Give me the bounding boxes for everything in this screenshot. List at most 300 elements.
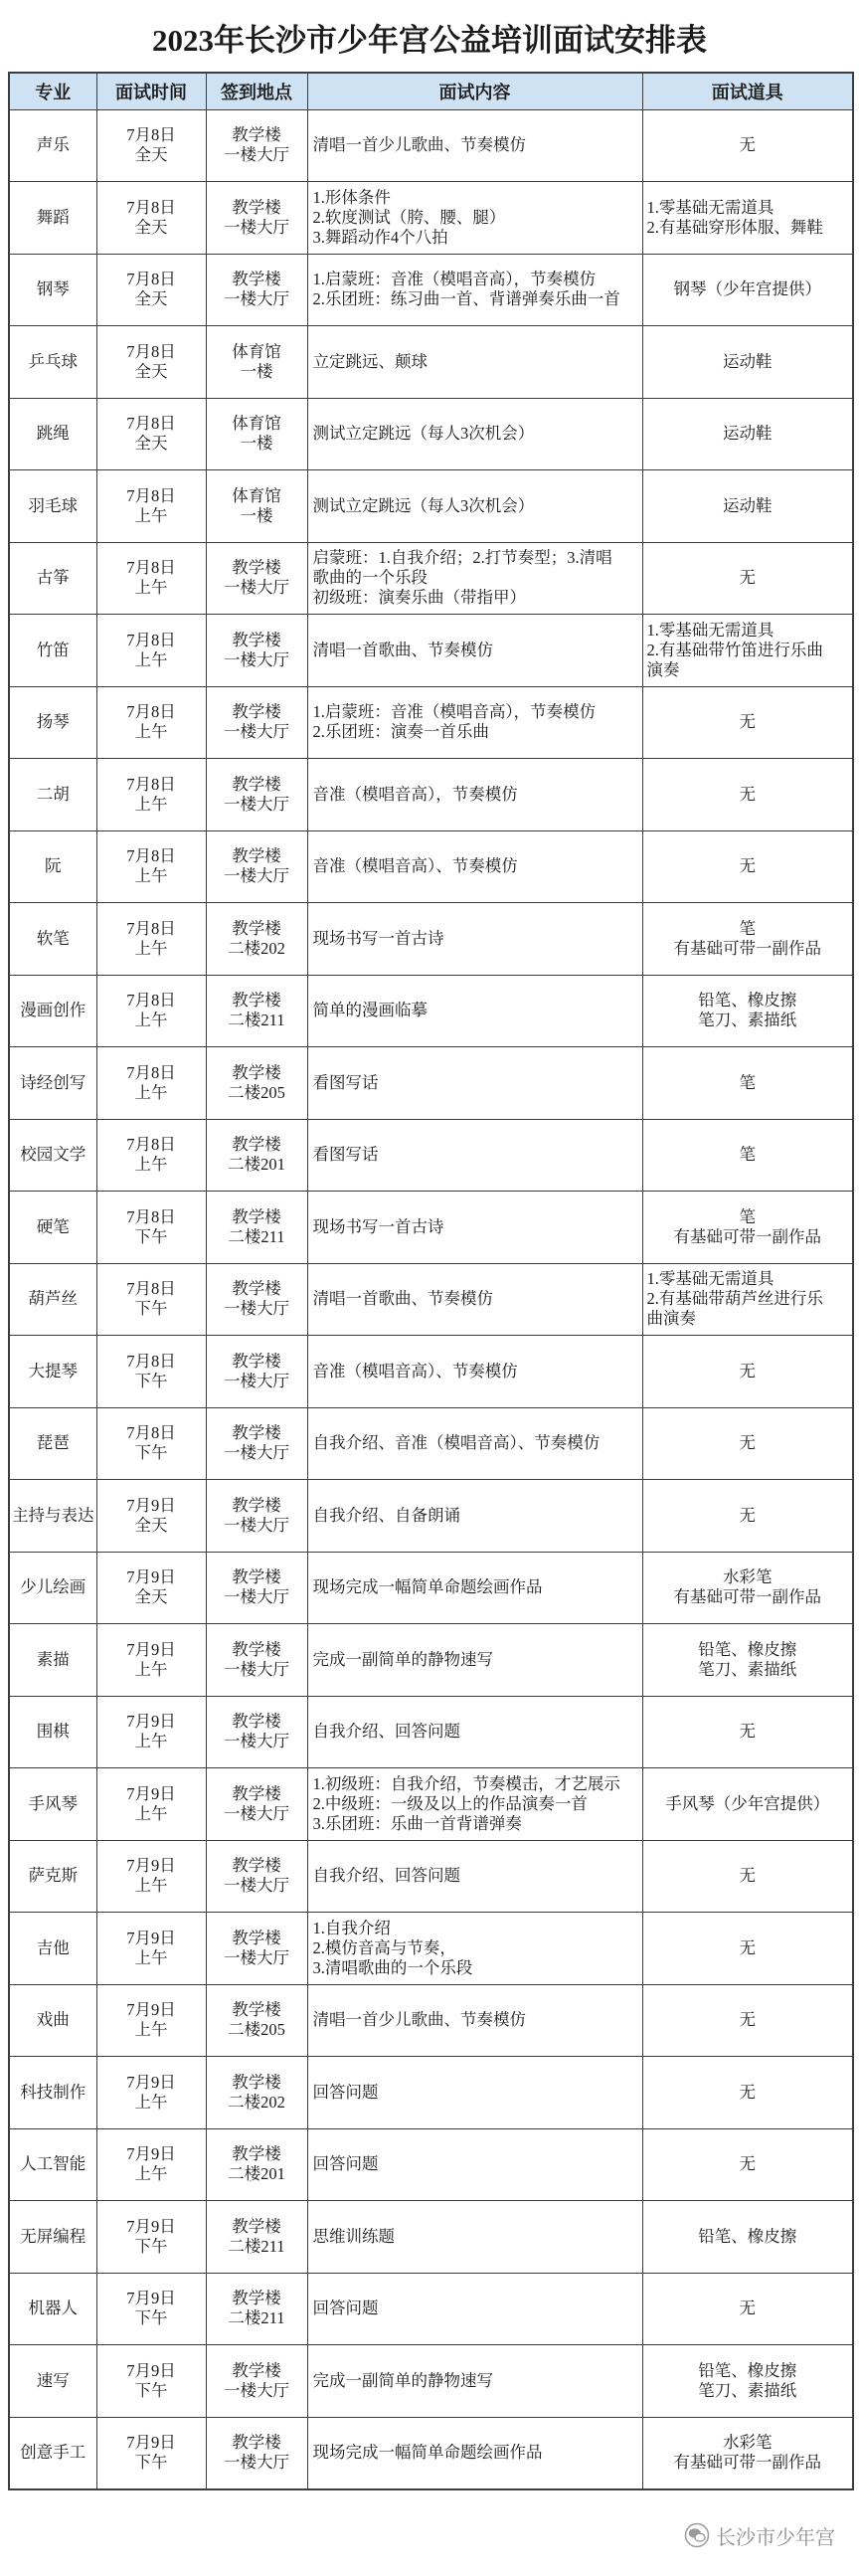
interview-period: 上午 bbox=[134, 794, 168, 814]
time-cell bbox=[96, 2057, 206, 2129]
interview-date: 7月8日 bbox=[126, 270, 176, 289]
content-cell bbox=[307, 2128, 642, 2201]
interview-period: 上午 bbox=[134, 2092, 168, 2112]
content-cell bbox=[307, 1696, 642, 1768]
location-room: 一楼大厅 bbox=[224, 794, 289, 814]
major-cell bbox=[9, 1624, 96, 1697]
content-line: 启蒙班：1.自我介绍；2.打节奏型；3.清唱 bbox=[312, 548, 612, 568]
time-cell bbox=[96, 2417, 206, 2489]
time-cell bbox=[96, 182, 206, 255]
location-cell bbox=[206, 1336, 307, 1408]
table-row bbox=[9, 1480, 853, 1553]
tool-line: 无 bbox=[739, 135, 756, 155]
major-cell bbox=[9, 615, 96, 687]
major-cell bbox=[9, 470, 96, 543]
major-cell bbox=[9, 2128, 96, 2201]
interview-period: 上午 bbox=[134, 2164, 168, 2184]
table-row bbox=[9, 1696, 853, 1768]
time-cell bbox=[96, 254, 206, 326]
tools-cell bbox=[642, 1480, 853, 1553]
interview-date: 7月9日 bbox=[126, 2072, 176, 2092]
location-room: 二楼205 bbox=[228, 2020, 285, 2040]
tool-line: 无 bbox=[739, 1937, 756, 1957]
table-row bbox=[9, 2273, 853, 2345]
interview-period: 下午 bbox=[134, 1371, 168, 1390]
location-room: 一楼大厅 bbox=[224, 1659, 289, 1679]
interview-period: 全天 bbox=[134, 289, 168, 309]
interview-date: 7月9日 bbox=[126, 2000, 176, 2020]
location-room: 二楼202 bbox=[228, 938, 285, 958]
major-label: 硬笔 bbox=[36, 1216, 70, 1236]
interview-period: 下午 bbox=[134, 1443, 168, 1463]
location-room: 二楼211 bbox=[228, 1011, 285, 1030]
content-line: 1.启蒙班：音准（模唱音高），节奏模仿 bbox=[312, 270, 597, 289]
location-room: 一楼大厅 bbox=[224, 866, 289, 886]
content-cell bbox=[307, 109, 642, 182]
location-cell bbox=[206, 2417, 307, 2489]
table-row bbox=[9, 975, 853, 1047]
major-label: 人工智能 bbox=[20, 2154, 86, 2174]
interview-period: 全天 bbox=[134, 1587, 168, 1607]
content-cell bbox=[307, 830, 642, 903]
table-row bbox=[9, 182, 853, 255]
tools-cell bbox=[642, 470, 853, 543]
interview-period: 上午 bbox=[134, 505, 168, 525]
location-cell bbox=[206, 254, 307, 326]
tool-line: 铅笔、橡皮擦 bbox=[698, 991, 797, 1011]
tool-line: 笔刀、素描纸 bbox=[698, 2380, 797, 2400]
content-cell bbox=[307, 1624, 642, 1697]
content-cell bbox=[307, 398, 642, 470]
tools-cell bbox=[642, 759, 853, 831]
column-header-major: 专业 bbox=[9, 73, 96, 109]
location-room: 一楼 bbox=[240, 505, 273, 525]
table-row bbox=[9, 615, 853, 687]
location-building: 教学楼 bbox=[232, 774, 281, 794]
location-building: 教学楼 bbox=[232, 1639, 281, 1659]
major-label: 古筝 bbox=[36, 568, 70, 588]
location-building: 教学楼 bbox=[232, 1712, 281, 1732]
major-cell bbox=[9, 1840, 96, 1913]
table-row bbox=[9, 1047, 853, 1120]
table-row bbox=[9, 1913, 853, 1985]
interview-date: 7月8日 bbox=[126, 774, 176, 794]
location-cell bbox=[206, 759, 307, 831]
time-cell bbox=[96, 1552, 206, 1624]
major-cell bbox=[9, 2273, 96, 2345]
content-line: 回答问题 bbox=[312, 2154, 379, 2174]
table-row bbox=[9, 2057, 853, 2129]
location-building: 教学楼 bbox=[232, 2360, 281, 2380]
content-cell bbox=[307, 1768, 642, 1841]
major-label: 大提琴 bbox=[28, 1361, 78, 1380]
tool-line: 钢琴（少年宫提供） bbox=[673, 279, 821, 299]
location-cell bbox=[206, 1913, 307, 1985]
table-row bbox=[9, 1768, 853, 1841]
time-cell bbox=[96, 109, 206, 182]
interview-date: 7月9日 bbox=[126, 2289, 176, 2308]
tools-cell bbox=[642, 2273, 853, 2345]
tools-cell bbox=[642, 1407, 853, 1480]
tool-line: 笔刀、素描纸 bbox=[698, 1011, 797, 1030]
interview-date: 7月8日 bbox=[126, 341, 176, 361]
location-room: 一楼大厅 bbox=[224, 289, 289, 309]
tools-cell bbox=[642, 1552, 853, 1624]
content-line: 2.乐团班：演奏一首乐曲 bbox=[312, 722, 489, 742]
major-cell bbox=[9, 1552, 96, 1624]
content-line: 清唱一首少儿歌曲、节奏模仿 bbox=[312, 2010, 526, 2030]
major-cell bbox=[9, 903, 96, 976]
interview-date: 7月8日 bbox=[126, 918, 176, 938]
time-cell bbox=[96, 1840, 206, 1913]
location-cell bbox=[206, 686, 307, 759]
content-line: 完成一副简单的静物速写 bbox=[312, 2370, 493, 2390]
location-building: 教学楼 bbox=[232, 630, 281, 649]
interview-date: 7月8日 bbox=[126, 558, 176, 578]
table-row bbox=[9, 2128, 853, 2201]
major-label: 阮 bbox=[45, 856, 62, 876]
content-cell bbox=[307, 1552, 642, 1624]
content-line: 3.清唱歌曲的一个乐段 bbox=[312, 1957, 473, 1977]
interview-date: 7月8日 bbox=[126, 125, 176, 145]
location-room: 一楼大厅 bbox=[224, 1587, 289, 1607]
major-label: 漫画创作 bbox=[20, 1001, 86, 1020]
interview-date: 7月8日 bbox=[126, 197, 176, 217]
major-label: 琵琶 bbox=[36, 1433, 70, 1453]
location-cell bbox=[206, 542, 307, 615]
tools-cell bbox=[642, 830, 853, 903]
content-cell bbox=[307, 615, 642, 687]
major-label: 乒乓球 bbox=[28, 351, 78, 371]
interview-period: 上午 bbox=[134, 722, 168, 742]
tool-line: 2.有基础穿形体服、舞鞋 bbox=[646, 217, 823, 237]
location-cell bbox=[206, 1552, 307, 1624]
interview-date: 7月8日 bbox=[126, 630, 176, 649]
tool-line: 无 bbox=[739, 1433, 756, 1453]
interview-period: 全天 bbox=[134, 1515, 168, 1535]
location-building: 教学楼 bbox=[232, 558, 281, 578]
location-building: 教学楼 bbox=[232, 1062, 281, 1082]
content-cell bbox=[307, 470, 642, 543]
location-room: 一楼大厅 bbox=[224, 649, 289, 669]
content-line: 3.舞蹈动作4个八拍 bbox=[312, 227, 448, 247]
location-cell bbox=[206, 2128, 307, 2201]
location-building: 教学楼 bbox=[232, 846, 281, 866]
major-cell bbox=[9, 1336, 96, 1408]
interview-date: 7月9日 bbox=[126, 1495, 176, 1515]
major-label: 少儿绘画 bbox=[20, 1577, 86, 1597]
location-cell bbox=[206, 615, 307, 687]
major-cell bbox=[9, 2417, 96, 2489]
content-line: 看图写话 bbox=[312, 1145, 379, 1165]
interview-period: 下午 bbox=[134, 2380, 168, 2400]
location-cell bbox=[206, 1840, 307, 1913]
major-cell bbox=[9, 975, 96, 1047]
time-cell bbox=[96, 1119, 206, 1192]
time-cell bbox=[96, 686, 206, 759]
location-building: 教学楼 bbox=[232, 2216, 281, 2236]
location-room: 一楼大厅 bbox=[224, 1299, 289, 1319]
location-cell bbox=[206, 903, 307, 976]
interview-date: 7月8日 bbox=[126, 702, 176, 722]
interview-period: 上午 bbox=[134, 649, 168, 669]
content-cell bbox=[307, 2273, 642, 2345]
tool-line: 运动鞋 bbox=[723, 424, 773, 444]
location-room: 二楼202 bbox=[228, 2092, 285, 2112]
major-label: 围棋 bbox=[36, 1722, 70, 1742]
location-room: 一楼大厅 bbox=[224, 1803, 289, 1823]
tool-line: 铅笔、橡皮擦 bbox=[698, 1639, 797, 1659]
interview-period: 全天 bbox=[134, 434, 168, 454]
content-line: 音准（模唱音高）、节奏模仿 bbox=[312, 1361, 518, 1380]
interview-period: 上午 bbox=[134, 938, 168, 958]
tool-line: 无 bbox=[739, 2082, 756, 2102]
tool-line: 无 bbox=[739, 856, 756, 876]
time-cell bbox=[96, 470, 206, 543]
interview-period: 上午 bbox=[134, 1011, 168, 1030]
interview-period: 上午 bbox=[134, 578, 168, 598]
location-room: 一楼 bbox=[240, 434, 273, 454]
schedule-table bbox=[8, 72, 854, 2490]
location-room: 一楼大厅 bbox=[224, 1947, 289, 1967]
content-line: 2.软度测试（胯、腰、腿） bbox=[312, 207, 506, 227]
interview-period: 上午 bbox=[134, 866, 168, 886]
major-cell bbox=[9, 1192, 96, 1264]
interview-period: 上午 bbox=[134, 1947, 168, 1967]
major-label: 主持与表达 bbox=[12, 1505, 94, 1525]
interview-period: 下午 bbox=[134, 2236, 168, 2256]
tool-line: 有基础可带一副作品 bbox=[673, 1587, 821, 1607]
location-cell bbox=[206, 470, 307, 543]
tool-line: 笔 bbox=[739, 1072, 756, 1092]
table-row bbox=[9, 830, 853, 903]
interview-date: 7月8日 bbox=[126, 1423, 176, 1443]
table-row bbox=[9, 470, 853, 543]
content-line: 音准（模唱音高）、节奏模仿 bbox=[312, 856, 518, 876]
location-cell bbox=[206, 2273, 307, 2345]
content-cell bbox=[307, 2417, 642, 2489]
tool-line: 2.有基础带竹笛进行乐曲 bbox=[646, 640, 823, 659]
tools-cell bbox=[642, 1984, 853, 2057]
interview-period: 上午 bbox=[134, 1082, 168, 1102]
major-cell bbox=[9, 1119, 96, 1192]
tools-cell bbox=[642, 615, 853, 687]
location-cell bbox=[206, 326, 307, 399]
location-building: 体育馆 bbox=[232, 341, 281, 361]
interview-period: 上午 bbox=[134, 1803, 168, 1823]
column-header-tools: 面试道具 bbox=[642, 73, 853, 109]
content-line: 现场书写一首古诗 bbox=[312, 928, 444, 948]
table-row bbox=[9, 686, 853, 759]
location-room: 一楼大厅 bbox=[224, 1515, 289, 1535]
major-cell bbox=[9, 2057, 96, 2129]
column-header-content: 面试内容 bbox=[307, 73, 642, 109]
location-cell bbox=[206, 1407, 307, 1480]
tools-cell bbox=[642, 2057, 853, 2129]
tool-line: 无 bbox=[739, 2154, 756, 2174]
major-label: 竹笛 bbox=[36, 640, 70, 659]
tools-cell bbox=[642, 2201, 853, 2274]
content-line: 歌曲的一个乐段 bbox=[312, 568, 428, 588]
interview-date: 7月8日 bbox=[126, 1351, 176, 1371]
major-cell bbox=[9, 1407, 96, 1480]
content-cell bbox=[307, 1336, 642, 1408]
tool-line: 无 bbox=[739, 2299, 756, 2318]
location-room: 二楼211 bbox=[228, 2236, 285, 2256]
content-line: 1.初级班：自我介绍，节奏模击，才艺展示 bbox=[312, 1773, 620, 1793]
location-room: 一楼大厅 bbox=[224, 217, 289, 237]
content-line: 清唱一首少儿歌曲、节奏模仿 bbox=[312, 135, 526, 155]
table-row bbox=[9, 254, 853, 326]
tool-line: 无 bbox=[739, 1866, 756, 1886]
content-cell bbox=[307, 182, 642, 255]
tool-line: 无 bbox=[739, 1505, 756, 1525]
location-cell bbox=[206, 830, 307, 903]
interview-date: 7月8日 bbox=[126, 1206, 176, 1226]
tools-cell bbox=[642, 975, 853, 1047]
major-cell bbox=[9, 1047, 96, 1120]
interview-date: 7月9日 bbox=[126, 1712, 176, 1732]
major-cell bbox=[9, 326, 96, 399]
major-label: 二胡 bbox=[36, 784, 70, 804]
interview-date: 7月8日 bbox=[126, 485, 176, 505]
content-line: 3.乐团班：乐曲一首背谱弹奏 bbox=[312, 1813, 522, 1833]
watermark bbox=[684, 2520, 835, 2550]
major-cell bbox=[9, 182, 96, 255]
content-line: 测试立定跳远（每人3次机会） bbox=[312, 495, 535, 515]
time-cell bbox=[96, 1984, 206, 2057]
time-cell bbox=[96, 975, 206, 1047]
major-label: 校园文学 bbox=[20, 1145, 86, 1165]
interview-period: 全天 bbox=[134, 361, 168, 381]
time-cell bbox=[96, 1047, 206, 1120]
content-cell bbox=[307, 759, 642, 831]
time-cell bbox=[96, 2345, 206, 2418]
time-cell bbox=[96, 2201, 206, 2274]
table-row bbox=[9, 903, 853, 976]
content-cell bbox=[307, 1047, 642, 1120]
content-line: 清唱一首歌曲、节奏模仿 bbox=[312, 1289, 493, 1309]
tool-line: 演奏 bbox=[646, 659, 680, 679]
major-cell bbox=[9, 1263, 96, 1336]
table-row bbox=[9, 326, 853, 399]
tools-cell bbox=[642, 398, 853, 470]
interview-period: 全天 bbox=[134, 217, 168, 237]
major-label: 扬琴 bbox=[36, 712, 70, 732]
content-line: 立定跳远、颠球 bbox=[312, 351, 428, 371]
location-cell bbox=[206, 1984, 307, 2057]
major-cell bbox=[9, 109, 96, 182]
tools-cell bbox=[642, 686, 853, 759]
major-label: 跳绳 bbox=[36, 424, 70, 444]
location-room: 一楼大厅 bbox=[224, 1876, 289, 1896]
time-cell bbox=[96, 2273, 206, 2345]
content-cell bbox=[307, 1119, 642, 1192]
location-cell bbox=[206, 109, 307, 182]
table-row bbox=[9, 1336, 853, 1408]
table-row bbox=[9, 1407, 853, 1480]
time-cell bbox=[96, 1407, 206, 1480]
major-cell bbox=[9, 1913, 96, 1985]
tool-line: 铅笔、橡皮擦 bbox=[698, 2226, 797, 2246]
tools-cell bbox=[642, 326, 853, 399]
location-building: 教学楼 bbox=[232, 1495, 281, 1515]
major-label: 舞蹈 bbox=[36, 207, 70, 227]
time-cell bbox=[96, 1263, 206, 1336]
interview-date: 7月8日 bbox=[126, 1135, 176, 1155]
location-cell bbox=[206, 1192, 307, 1264]
content-cell bbox=[307, 903, 642, 976]
interview-date: 7月8日 bbox=[126, 1279, 176, 1299]
major-label: 钢琴 bbox=[36, 279, 70, 299]
tool-line: 笔 bbox=[739, 1145, 756, 1165]
location-room: 二楼201 bbox=[228, 1155, 285, 1175]
major-label: 素描 bbox=[36, 1649, 70, 1669]
content-cell bbox=[307, 1480, 642, 1553]
table-row bbox=[9, 1552, 853, 1624]
major-label: 速写 bbox=[36, 2370, 70, 2390]
tool-line: 1.零基础无需道具 bbox=[646, 1269, 774, 1289]
location-building: 教学楼 bbox=[232, 270, 281, 289]
location-building: 教学楼 bbox=[232, 1783, 281, 1803]
interview-period: 上午 bbox=[134, 1659, 168, 1679]
table-row bbox=[9, 2417, 853, 2489]
major-cell bbox=[9, 2201, 96, 2274]
tools-cell bbox=[642, 254, 853, 326]
interview-period: 上午 bbox=[134, 1876, 168, 1896]
tool-line: 无 bbox=[739, 784, 756, 804]
location-building: 教学楼 bbox=[232, 1206, 281, 1226]
table-body bbox=[9, 109, 853, 2489]
location-building: 教学楼 bbox=[232, 2072, 281, 2092]
time-cell bbox=[96, 1913, 206, 1985]
tool-line: 笔 bbox=[739, 1206, 756, 1226]
location-building: 教学楼 bbox=[232, 2289, 281, 2308]
location-building: 教学楼 bbox=[232, 125, 281, 145]
table-row bbox=[9, 109, 853, 182]
location-cell bbox=[206, 1047, 307, 1120]
tool-line: 曲演奏 bbox=[646, 1309, 696, 1329]
location-building: 教学楼 bbox=[232, 1279, 281, 1299]
tools-cell bbox=[642, 109, 853, 182]
content-line: 简单的漫画临摹 bbox=[312, 1001, 428, 1020]
time-cell bbox=[96, 759, 206, 831]
interview-date: 7月9日 bbox=[126, 1639, 176, 1659]
content-line: 完成一副简单的静物速写 bbox=[312, 1649, 493, 1669]
content-cell bbox=[307, 1840, 642, 1913]
table-row bbox=[9, 1263, 853, 1336]
content-line: 清唱一首歌曲、节奏模仿 bbox=[312, 640, 493, 659]
page-title: 2023年长沙市少年宫公益培训面试安排表 bbox=[152, 23, 707, 58]
location-room: 一楼大厅 bbox=[224, 2453, 289, 2472]
tool-line: 笔刀、素描纸 bbox=[698, 1659, 797, 1679]
major-cell bbox=[9, 1480, 96, 1553]
tool-line: 运动鞋 bbox=[723, 351, 773, 371]
location-room: 一楼大厅 bbox=[224, 722, 289, 742]
time-cell bbox=[96, 1480, 206, 1553]
location-building: 教学楼 bbox=[232, 197, 281, 217]
interview-period: 全天 bbox=[134, 145, 168, 165]
content-cell bbox=[307, 254, 642, 326]
location-cell bbox=[206, 1119, 307, 1192]
major-label: 软笔 bbox=[36, 928, 70, 948]
location-room: 一楼大厅 bbox=[224, 578, 289, 598]
tools-cell bbox=[642, 1913, 853, 1985]
content-line: 1.启蒙班：音准（模唱音高），节奏模仿 bbox=[312, 702, 597, 722]
major-label: 吉他 bbox=[36, 1937, 70, 1957]
content-line: 自我介绍、音准（模唱音高）、节奏模仿 bbox=[312, 1433, 601, 1453]
major-cell bbox=[9, 686, 96, 759]
